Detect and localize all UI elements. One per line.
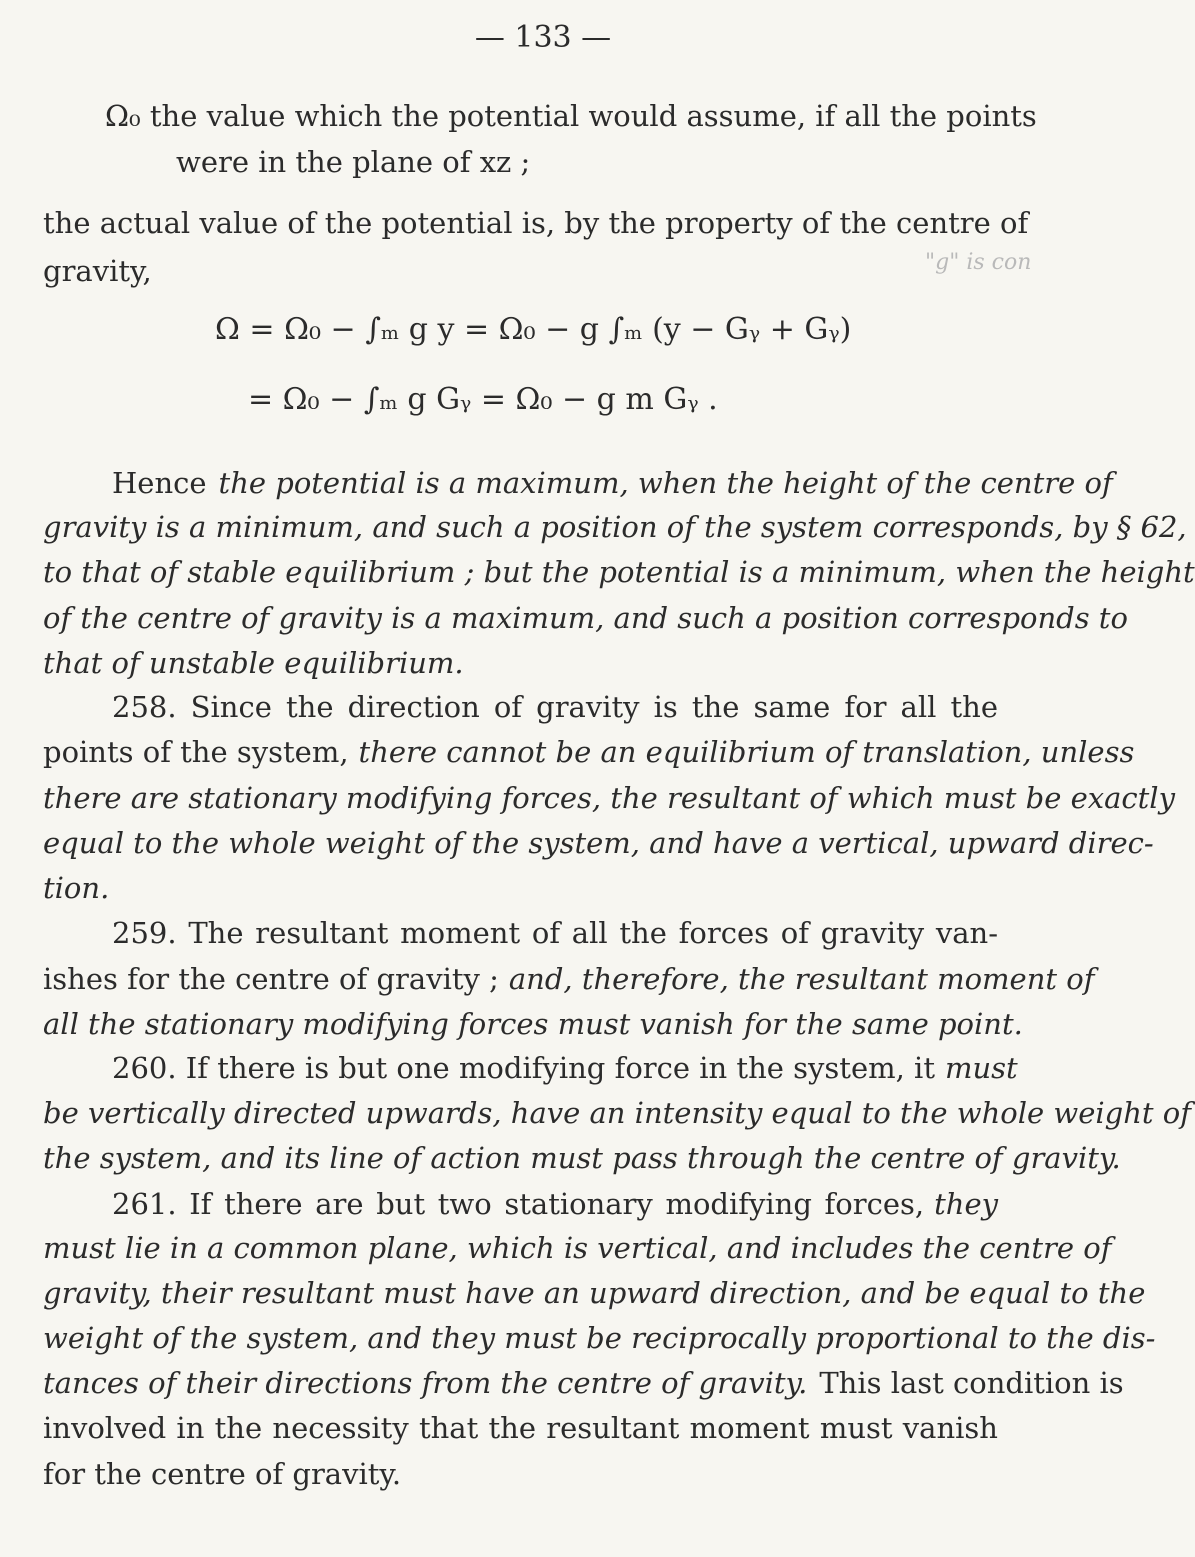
para-259-line-2 bbox=[43, 961, 1095, 997]
para-260-line-1-roman: 260. If there is but one modifying force in the system, it bbox=[112, 1051, 935, 1085]
para-261-line-4: weight of the system, and they must be reciprocally proportional to the dis- bbox=[43, 1321, 1156, 1355]
para-258-line-3: there are stationary modifying forces, the resultant of which must be exactly bbox=[43, 781, 1175, 815]
page-number: — 133 — bbox=[474, 20, 612, 55]
para-261-line-5-roman: This last condition is bbox=[819, 1366, 1124, 1400]
intro-line-2: gravity, bbox=[43, 254, 152, 288]
hence-line-3: to that of stable equilibrium ; but the potential is a minimum, when the height bbox=[43, 555, 1195, 589]
para-258-line-2-italic: there cannot be an equilibrium of translation, unless bbox=[358, 735, 1135, 769]
hence-lead: Hence bbox=[112, 466, 207, 500]
para-260-line-1-italic: must bbox=[944, 1051, 1018, 1085]
omega-definition-line-1: Ω₀ the value which the potential would assume, if all the points bbox=[105, 99, 1037, 133]
hence-line-1-italic: the potential is a maximum, when the height of the centre of bbox=[218, 466, 1113, 500]
para-260-line-2: be vertically directed upwards, have an intensity equal to the whole weight of bbox=[43, 1096, 1191, 1130]
hence-line-5: that of unstable equilibrium. bbox=[43, 646, 464, 680]
para-261-line-1-roman: 261. If there are but two stationary modifying forces, bbox=[112, 1187, 925, 1221]
para-258-line-2-roman: points of the system, bbox=[43, 735, 349, 769]
para-261-line-7: for the centre of gravity. bbox=[43, 1457, 402, 1491]
hence-line-4: of the centre of gravity is a maximum, and such a position corresponds to bbox=[43, 601, 1128, 635]
para-260-line-3: the system, and its line of action must pass through the centre of gravity. bbox=[43, 1141, 1121, 1175]
para-261-line-6: involved in the necessity that the resultant moment must vanish bbox=[43, 1411, 998, 1445]
para-259-line-1: 259. The resultant moment of all the forces of gravity van- bbox=[112, 916, 998, 950]
intro-line-1: the actual value of the potential is, by the property of the centre of bbox=[43, 206, 1029, 240]
equation-line-2: = Ω₀ − ∫ₘ g Gᵧ = Ω₀ − g m Gᵧ . bbox=[248, 382, 718, 417]
hence-line-1 bbox=[112, 465, 1113, 501]
para-258-line-5: tion. bbox=[43, 871, 110, 905]
para-261-line-5 bbox=[43, 1365, 1124, 1401]
para-261-line-3: gravity, their resultant must have an upward direction, and be equal to the bbox=[43, 1276, 1146, 1310]
para-261-line-5-italic: tances of their directions from the centre of gravity. bbox=[43, 1366, 808, 1400]
para-258-line-4: equal to the whole weight of the system, and have a vertical, upward direc- bbox=[43, 826, 1154, 860]
para-259-line-2-roman: ishes for the centre of gravity ; bbox=[43, 962, 499, 996]
para-261-line-1 bbox=[112, 1186, 998, 1222]
hence-line-2: gravity is a minimum, and such a position of the system corresponds, by § 62, bbox=[43, 510, 1187, 544]
para-259-line-2-italic: and, therefore, the resultant moment of bbox=[508, 962, 1095, 996]
omega-definition-line-2: were in the plane of xz ; bbox=[176, 145, 531, 179]
para-258-line-1: 258. Since the direction of gravity is the same for all the bbox=[112, 690, 998, 724]
para-259-line-3: all the stationary modifying forces must vanish for the same point. bbox=[43, 1007, 1023, 1041]
margin-handwritten-note: "g" is con bbox=[925, 250, 1032, 275]
para-258-line-2 bbox=[43, 734, 1135, 770]
equation-line-1: Ω = Ω₀ − ∫ₘ g y = Ω₀ − g ∫ₘ (y − Gᵧ + Gᵧ) bbox=[215, 312, 852, 347]
para-260-line-1 bbox=[112, 1050, 1018, 1086]
para-261-line-1-italic: they bbox=[934, 1187, 998, 1221]
para-261-line-2: must lie in a common plane, which is vertical, and includes the centre of bbox=[43, 1231, 1112, 1265]
